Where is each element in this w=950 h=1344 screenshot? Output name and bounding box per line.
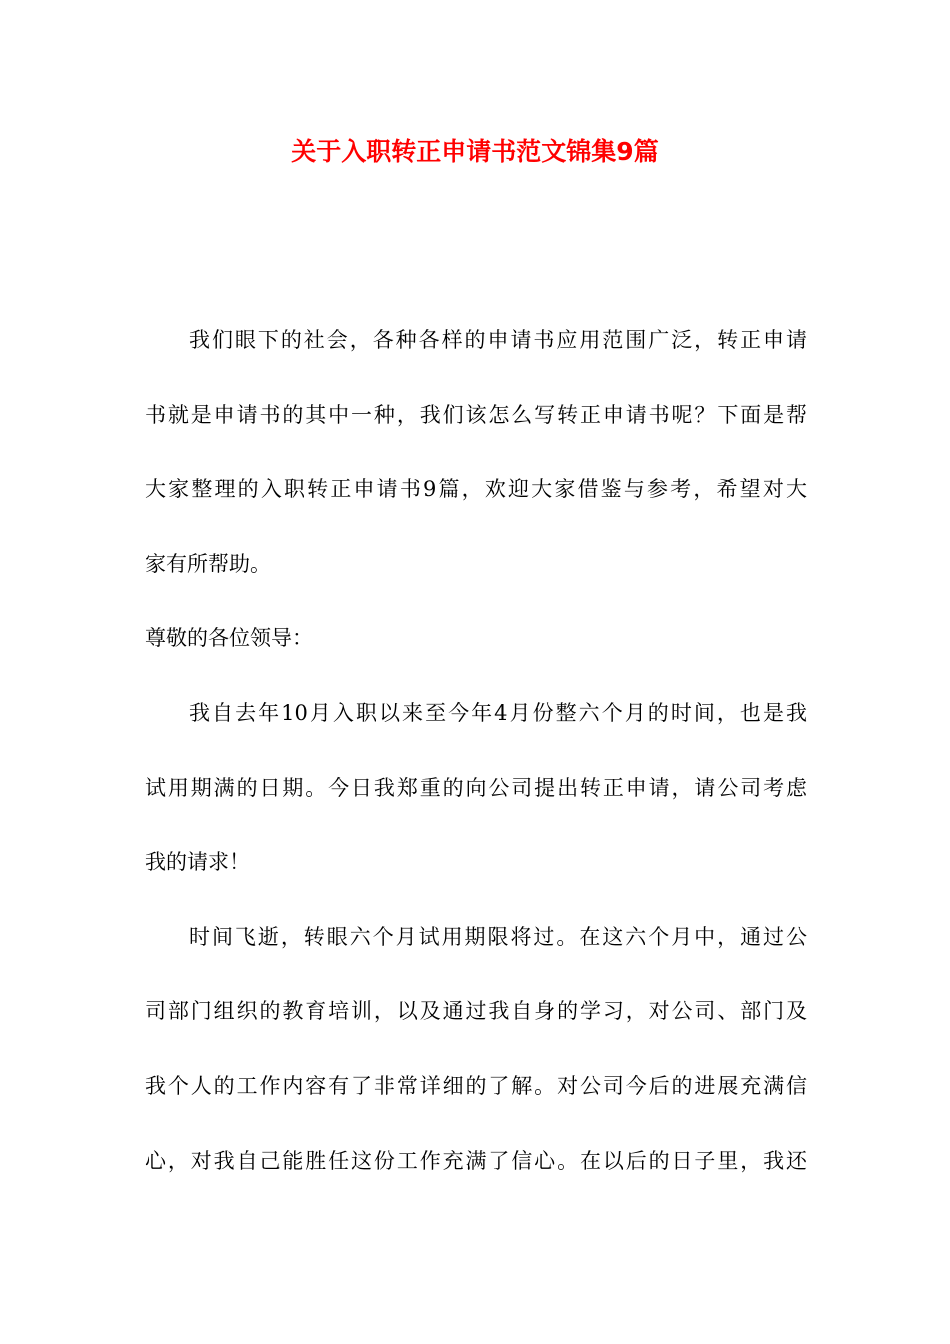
body-line: 司部门组织的教育培训，以及通过我自身的学习，对公司、部门及 [145,999,807,1024]
body-line: 心，对我自己能胜任这份工作充满了信心。在以后的日子里，我还 [145,1148,807,1173]
body-line: 家有所帮助。 [145,551,271,576]
body-line: 试用期满的日期。今日我郑重的向公司提出转正申请，请公司考虑 [145,775,807,800]
document-title: 关于入职转正申请书范文锦集9篇 [291,137,659,166]
body-line: 我个人的工作内容有了非常详细的了解。对公司今后的进展充满信 [145,1073,807,1098]
salutation-line: 尊敬的各位领导： [145,626,313,651]
body-line: 我的请求！ [145,850,250,875]
body-line: 我们眼下的社会，各种各样的申请书应用范围广泛，转正申请 [189,328,807,352]
body-line: 我自去年10月入职以来至今年4月份整六个月的时间，也是我 [189,700,807,725]
body-line: 时间飞逝，转眼六个月试用期限将过。在这六个月中，通过公 [189,924,807,949]
document-body [145,322,807,1217]
body-line: 大家整理的入职转正申请书9篇，欢迎大家借鉴与参考，希望对大 [145,477,807,502]
body-line: 书就是申请书的其中一种，我们该怎么写转正申请书呢？下面是帮 [145,402,807,427]
